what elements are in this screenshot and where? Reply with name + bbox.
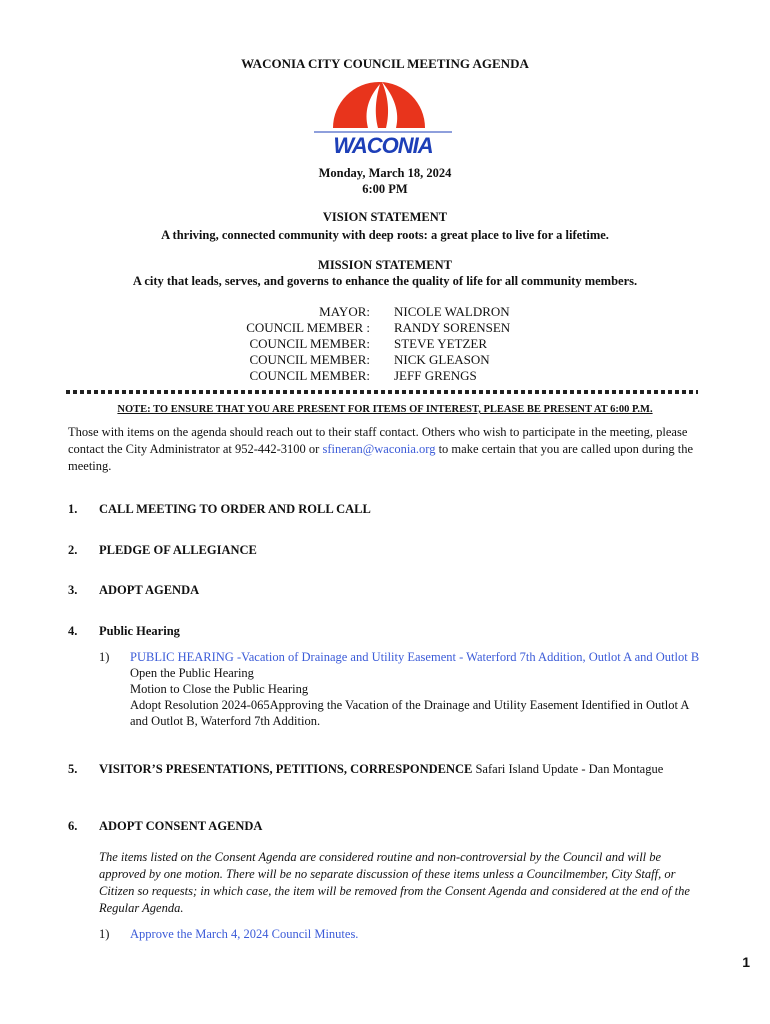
item-number: 5. [68,762,78,776]
date-text: Monday, March 18, 2024 [318,166,452,180]
intro-text-after: to make certain that you are called upon during the meeting. [68,442,693,473]
meeting-date [0,165,770,197]
subitem-line: Motion to Close the Public Hearing [130,682,309,696]
email-link[interactable]: sfineran@waconia.org [322,442,436,456]
consent-description: The items listed on the Consent Agenda are considered routine and non-controversial by the Council and will be approved by one motion. There will be no separate discussion of these items unless a Councilmember, City Staff, or Citizen so requests; in which case, the item will be removed from the Consent Agenda and considered at the end of the Regular Agenda. [99,850,690,915]
council-role: MAYOR: [319,304,370,319]
mission-heading: MISSION STATEMENT [318,258,452,272]
minutes-link[interactable]: Approve the March 4, 2024 Council Minutes. [130,927,359,941]
subitem-number: 1) [99,927,110,941]
svg-text:WACONIA: WACONIA [333,133,433,158]
item-heading: ADOPT AGENDA [99,583,200,597]
council-name: STEVE YETZER [394,336,488,351]
council-names [394,304,510,384]
page-number: 1 [742,954,750,970]
item-heading: ADOPT CONSENT AGENDA [99,819,263,833]
page-title: WACONIA CITY COUNCIL MEETING AGENDA [241,56,529,71]
council-role: COUNCIL MEMBER: [249,336,370,351]
item-number: 3. [68,583,78,597]
vision-heading: VISION STATEMENT [322,210,448,224]
item-number: 6. [68,819,78,833]
item-heading: Public Hearing [99,624,180,638]
intro-paragraph [68,424,704,475]
subitem-number: 1) [99,650,110,664]
council-roles [246,304,370,384]
item-heading: VISITOR’S PRESENTATIONS, PETITIONS, CORRESPONDENCE [99,762,473,776]
dotted-divider [66,390,698,394]
item-number: 2. [68,543,78,557]
council-name: NICK GLEASON [394,352,490,367]
item-extra: Safari Island Update - Dan Montague [472,762,664,776]
subitem-line: Adopt Resolution 2024-065Approving the Vacation of the Drainage and Utility Easement Identified in Outlot A and Outlot B, Waterford 7th Addition. [130,698,689,728]
council-role: COUNCIL MEMBER: [249,352,370,367]
mission-text: A city that leads, serves, and governs to enhance the quality of life for all community members. [132,274,638,288]
item-heading: CALL MEETING TO ORDER AND ROLL CALL [99,502,371,516]
council-role: COUNCIL MEMBER : [246,320,370,335]
item-number: 1. [68,502,78,516]
attendance-note: NOTE: TO ENSURE THAT YOU ARE PRESENT FOR ITEMS OF INTEREST, PLEASE BE PRESENT AT 6:00 P.M. [117,404,653,415]
time-text: 6:00 PM [362,182,408,196]
council-role: COUNCIL MEMBER: [249,368,370,383]
waconia-logo [308,80,458,158]
item-heading: PLEDGE OF ALLEGIANCE [99,543,257,557]
vision-text: A thriving, connected community with deep roots: a great place to live for a lifetime. [161,228,609,242]
council-name: NICOLE WALDRON [394,304,510,319]
item-number: 4. [68,624,78,638]
council-name: RANDY SORENSEN [394,320,511,335]
public-hearing-link[interactable]: PUBLIC HEARING -Vacation of Drainage and Utility Easement - Waterford 7th Addition, Outlot A and Outlot B [130,650,700,664]
council-name: JEFF GRENGS [394,368,477,383]
intro-text-before: Those with items on the agenda should reach out to their staff contact. Others who wish to participate in the meeting, please contact the City Administrator at 952-442-3100 or [68,425,688,456]
subitem-line: Open the Public Hearing [130,666,254,680]
